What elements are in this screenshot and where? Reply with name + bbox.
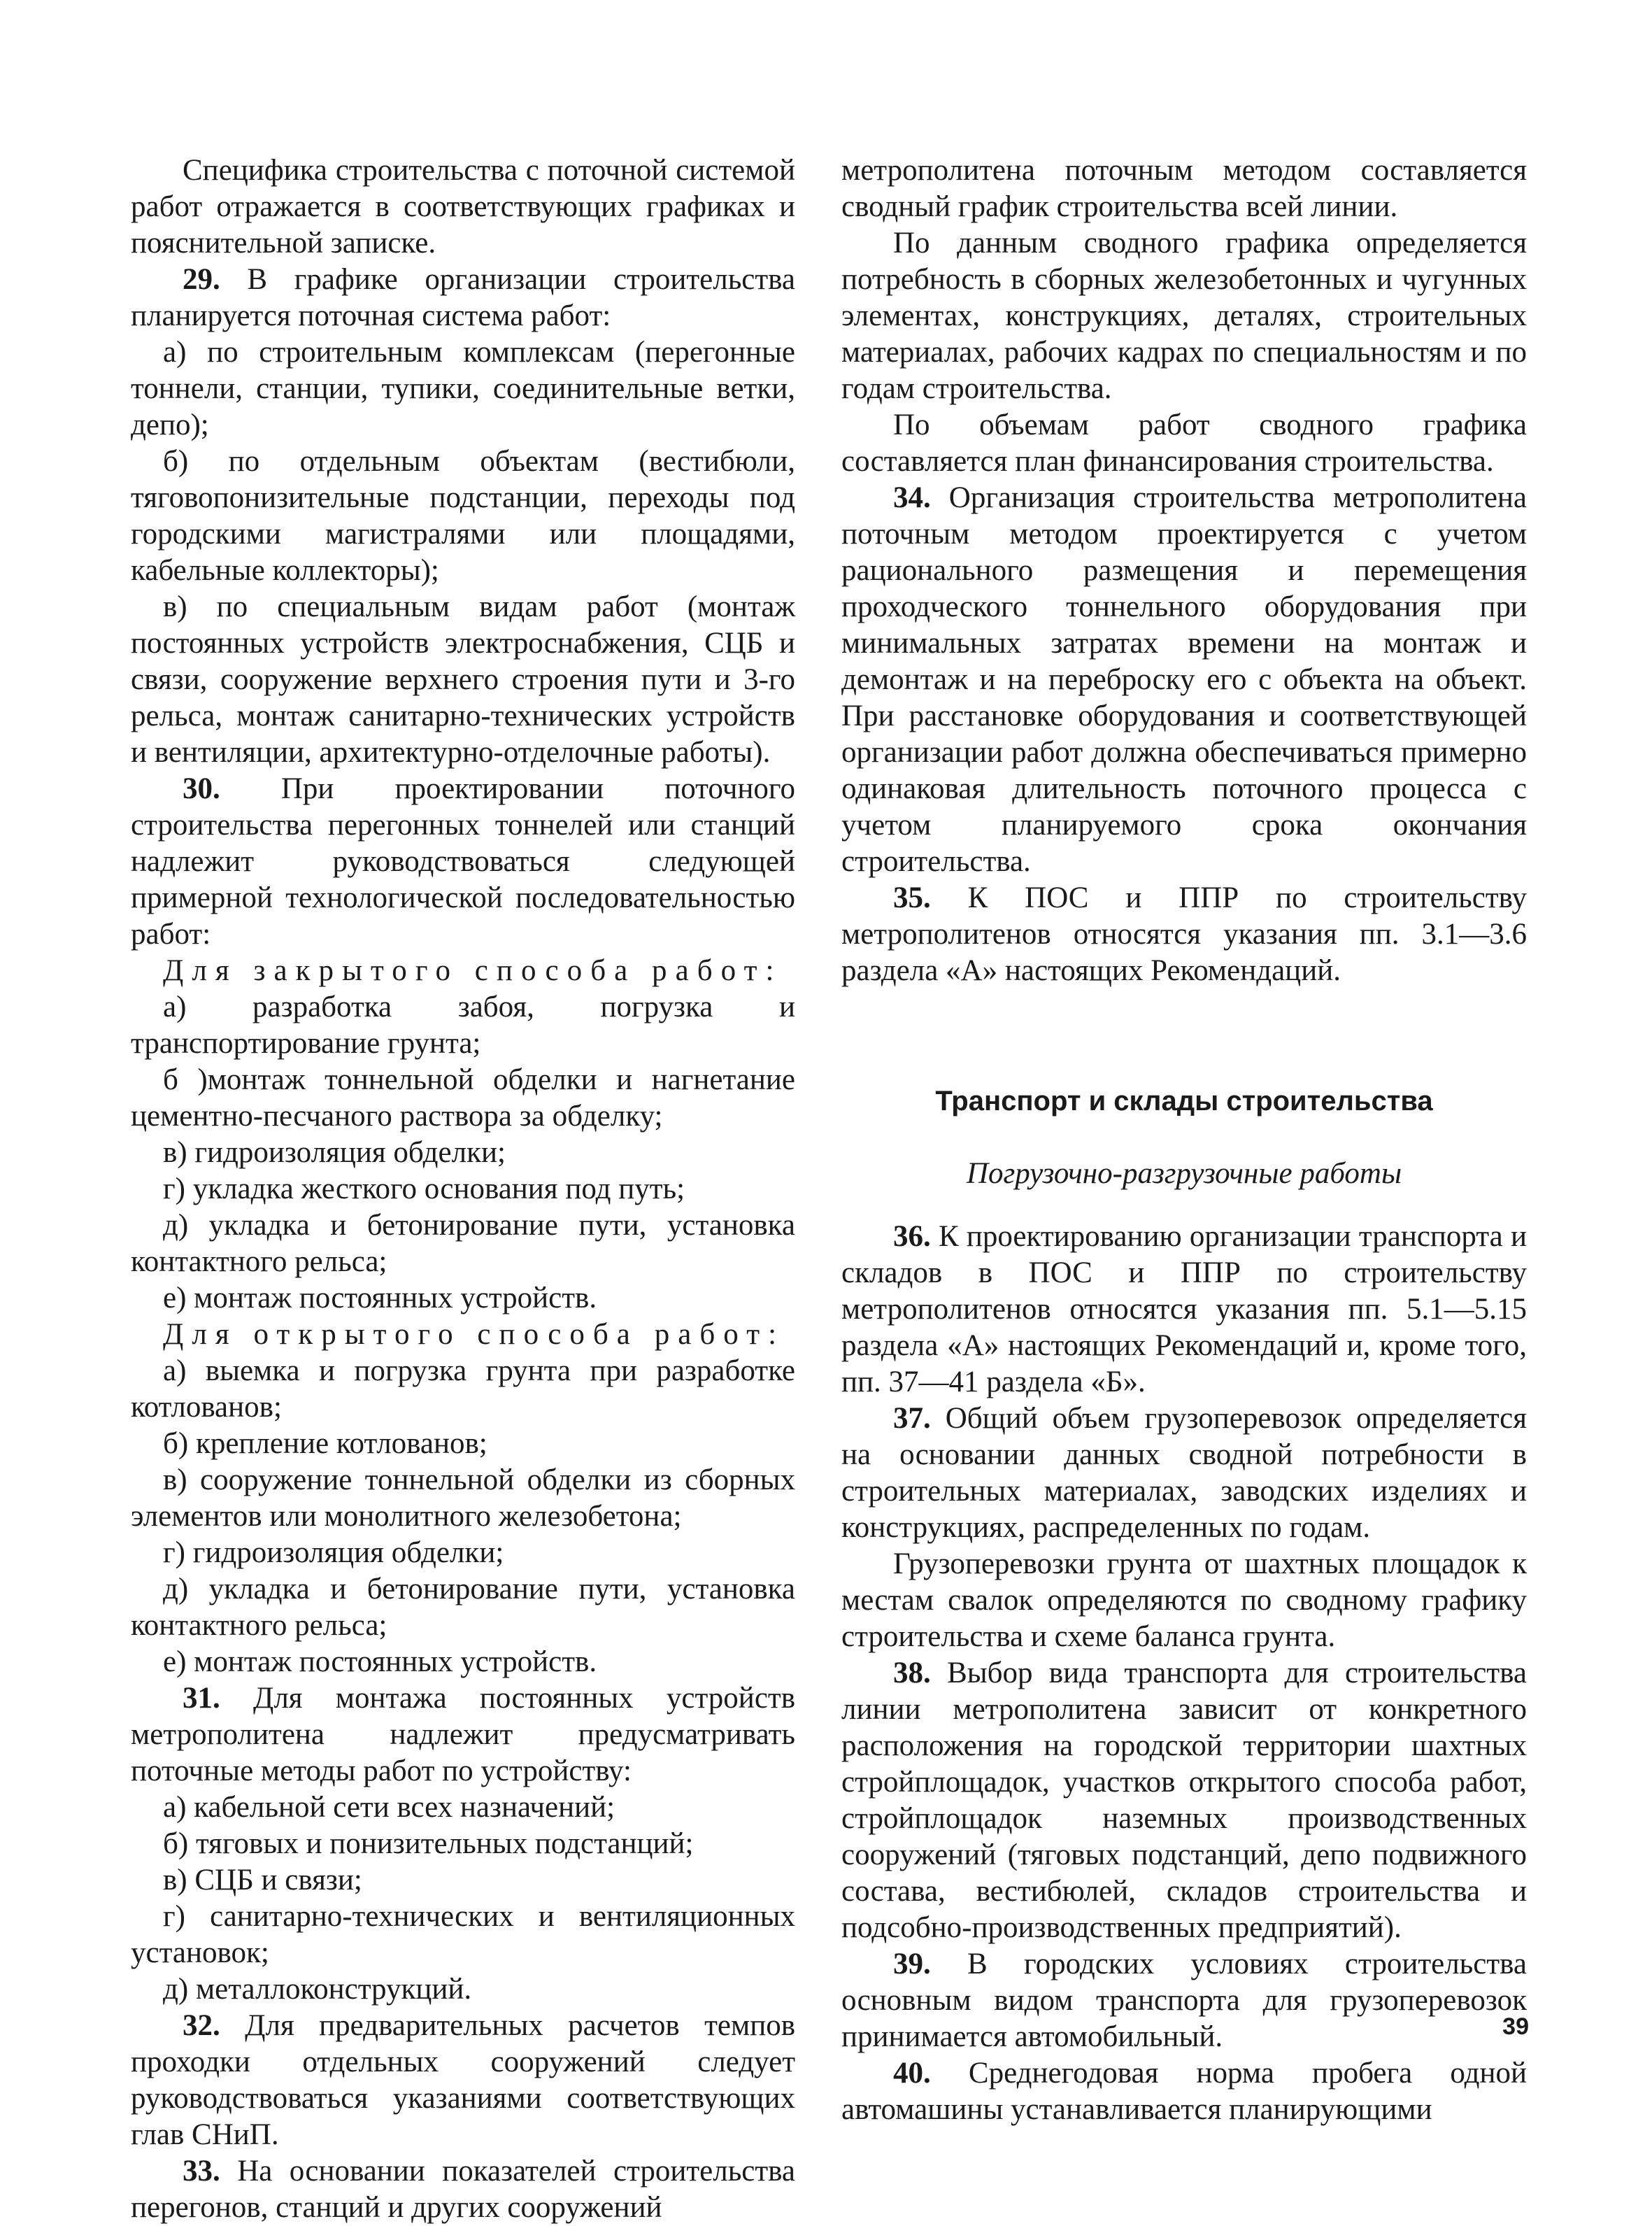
paragraph-31: [131, 1680, 795, 1789]
subsection-title: Погрузочно-разгрузочные работы: [966, 1157, 1402, 1190]
paragraph-30: [131, 771, 795, 953]
paragraph-text: При проектировании поточного строительства перегонных тоннелей или станций надлежит руководствоваться следующей примерной технологической последовательностью работ:: [131, 772, 795, 951]
page-number: 39: [1502, 2013, 1529, 2040]
list-item: а) кабельной сети всех назначений;: [163, 1791, 615, 1824]
list-item: б) крепление котлованов;: [163, 1427, 487, 1460]
paragraph-text: В городских условиях строительства основным видом транспорта для грузоперевозок принимается автомобильный.: [841, 1948, 1527, 2053]
list-item: г) укладка жесткого основания под путь;: [163, 1172, 685, 1205]
paragraph-33-continuation: метрополитена поточным методом составляется сводный график строительства всей линии.: [841, 154, 1527, 223]
paragraph-number: 34.: [893, 481, 931, 514]
paragraph-number: 38.: [893, 1657, 931, 1689]
paragraph-39: [841, 1946, 1527, 2055]
right-column: [841, 153, 1527, 2128]
list-item: г) санитарно-технических и вентиляционных установок;: [131, 1900, 795, 1969]
list-item: д) металлоконструкций.: [163, 1973, 472, 2006]
list-item: б )монтаж тоннельной обделки и нагнетание цементно-песчаного раствора за обделку;: [131, 1063, 795, 1133]
list-item: б) тяговых и понизительных подстанций;: [163, 1827, 694, 1860]
paragraph-text: В графике организации строительства планируется поточная система работ:: [131, 263, 796, 332]
paragraph-text: К ПОС и ППР по строительству метрополитенов относятся указания пп. 3.1—3.6 раздела «А» настоящих Рекомендаций.: [841, 881, 1527, 987]
paragraph-number: 33.: [183, 2155, 220, 2188]
paragraph-number: 30.: [183, 772, 220, 805]
paragraph-number: 37.: [893, 1402, 931, 1435]
soil-transport-paragraph: Грузоперевозки грунта от шахтных площадок к местам свалок определяются по сводному графику строительства и схеме баланса грунта.: [841, 1547, 1527, 1653]
paragraph-32: [131, 2008, 795, 2153]
intro-paragraph: Специфика строительства с поточной системой работ отражается в соответствующих графиках и пояснительной записке.: [131, 154, 795, 260]
paragraph-number: 31.: [183, 1682, 220, 1715]
paragraph-text: Для предварительных расчетов темпов проходки отдельных сооружений следует руководствоваться указаниями соответствующих глав СНиП.: [131, 2009, 796, 2151]
financing-paragraph: По объемам работ сводного графика составляется план финансирования строительства.: [841, 409, 1527, 478]
paragraph-number: 36.: [893, 1220, 931, 1253]
paragraph-34: [841, 480, 1527, 880]
paragraph-36: [841, 1219, 1527, 1401]
paragraph-number: 35.: [893, 881, 931, 914]
summary-schedule-paragraph: По данным сводного графика определяется потребность в сборных железобетонных и чугунных элементах, конструкциях, деталях, строительных материалах, рабочих кадрах по специальностям и по годам строительства.: [841, 227, 1527, 405]
list-item: в) по специальным видам работ (монтаж постоянных устройств электроснабжения, СЦБ и связи, сооружение верхнего строения пути и 3-го рельса, монтаж санитарно-технических устройств и вентиляции, архитектурно-отделочные работы).: [131, 590, 795, 769]
list-item: а) разработка забоя, погрузка и транспортирование грунта;: [131, 991, 795, 1060]
paragraph-number: 32.: [183, 2009, 220, 2042]
paragraph-text: К проектированию организации транспорта и складов в ПОС и ППР по строительству метрополитенов относятся указания пп. 5.1—5.15 раздела «А» настоящих Рекомендаций и, кроме того, пп. 37—41 раздела «Б».: [841, 1220, 1528, 1398]
paragraph-text: На основании показателей строительства перегонов, станций и других сооружений: [131, 2155, 795, 2224]
paragraph-number: 39.: [893, 1948, 931, 1980]
list-item: в) гидроизоляция обделки;: [163, 1136, 506, 1169]
list-item: б) по отдельным объектам (вестибюли, тяговопонизительные подстанции, переходы под городскими магистралями или площадями, кабельные коллекторы);: [131, 445, 795, 587]
list-item: е) монтаж постоянных устройств.: [163, 1282, 597, 1314]
section-title: Транспорт и склады строительства: [935, 1086, 1433, 1116]
paragraph-33: [131, 2153, 795, 2226]
list-item: а) по строительным комплексам (перегонные тоннели, станции, тупики, соединительные ветки, депо);: [131, 336, 795, 441]
paragraph-35: [841, 880, 1527, 989]
list-item: а) выемка и погрузка грунта при разработке котлованов;: [131, 1354, 795, 1424]
paragraph-number: 29.: [183, 263, 220, 296]
paragraph-40: [841, 2055, 1527, 2128]
open-method-heading: Для открытого способа работ:: [163, 1318, 785, 1351]
paragraph-38: [841, 1655, 1527, 1946]
paragraph-29: [131, 262, 795, 334]
paragraph-37: [841, 1401, 1527, 1546]
paragraph-text: Для монтажа постоянных устройств метрополитена надлежит предусматривать поточные методы работ по устройству:: [131, 1682, 795, 1787]
list-item: е) монтаж постоянных устройств.: [163, 1645, 597, 1678]
paragraph-text: Среднегодовая норма пробега одной автомашины устанавливается планирующими: [841, 2057, 1527, 2126]
closed-method-heading: Для закрытого способа работ:: [163, 954, 783, 987]
list-item: г) гидроизоляция обделки;: [163, 1536, 504, 1569]
list-item: д) укладка и бетонирование пути, установка контактного рельса;: [131, 1209, 795, 1278]
left-column: [131, 153, 795, 2226]
paragraph-text: Общий объем грузоперевозок определяется на основании данных сводной потребности в строительных материалах, заводских изделиях и конструкциях, распределенных по годам.: [841, 1402, 1527, 1544]
paragraph-text: Выбор вида транспорта для строительства линии метрополитена зависит от конкретного расположения на городской территории шахтных стройплощадок, участков открытого способа работ, стройплощадок наземных производственных сооружений (тяговых подстанций, депо подвижного состава, вестибюлей, складов строительства и подсобно-производственных предприятий).: [841, 1657, 1528, 1944]
list-item: в) сооружение тоннельной обделки из сборных элементов или монолитного железобетона;: [131, 1463, 795, 1533]
list-item: д) укладка и бетонирование пути, установка контактного рельса;: [131, 1573, 795, 1642]
paragraph-text: Организация строительства метрополитена поточным методом проектируется с учетом рационального размещения и перемещения проходческого тоннельного оборудования при минимальных затратах времени на монтаж и демонтаж и на переброску его с объекта на объект. При расстановке оборудования и соответствующей организации работ должна обеспечиваться примерно одинаковая длительность поточного процесса с учетом планируемого срока окончания строительства.: [841, 481, 1528, 878]
list-item: в) СЦБ и связи;: [163, 1864, 362, 1897]
paragraph-number: 40.: [893, 2057, 931, 2090]
